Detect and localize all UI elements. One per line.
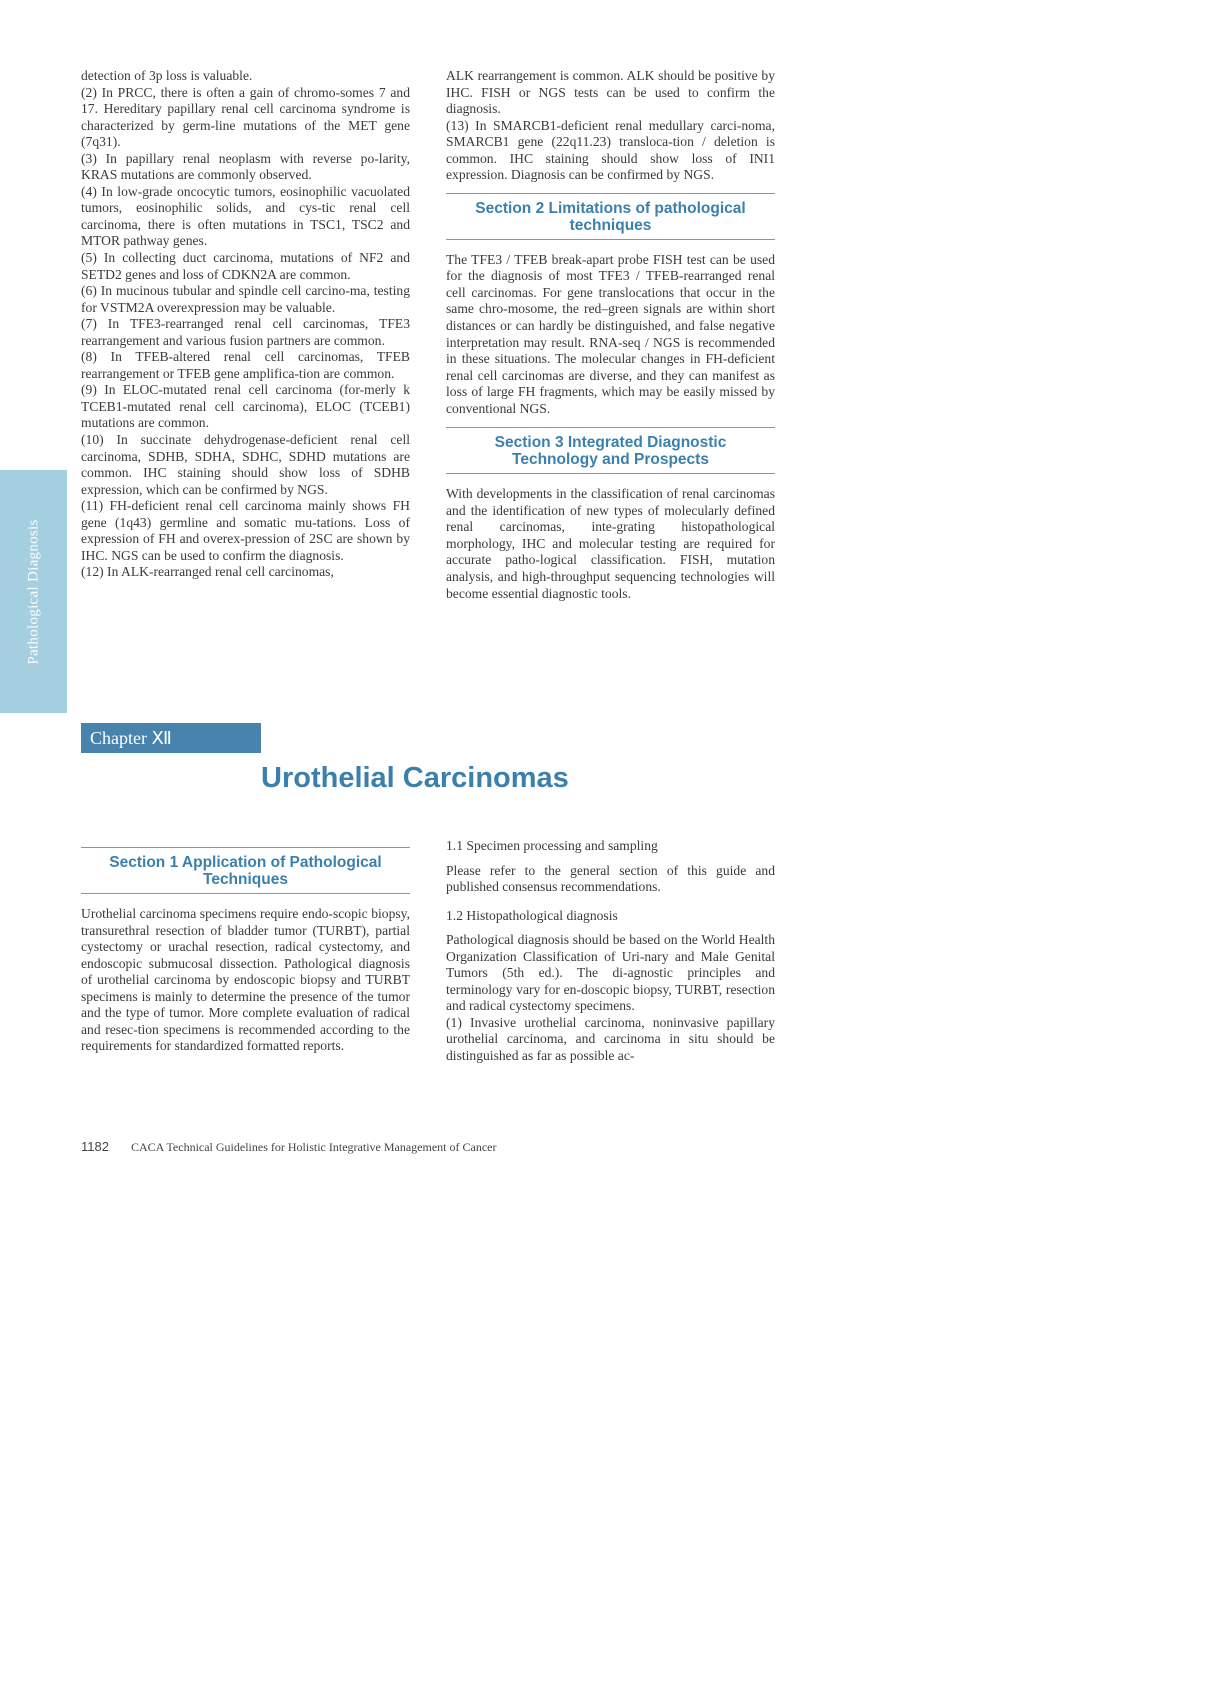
side-section-tab (0, 470, 67, 713)
section-3-body: With developments in the classification of renal carcinomas and the identification of new types of molecularly defined renal carcinomas, inte-grating histopathological morphology, IHC and molecular testing are required for accurate patho-logical classification. FISH, mutation analysis, and high-throughput sequencing technologies will become essential diagnostic tools. (446, 486, 775, 601)
page-number: 1182 (81, 1139, 109, 1154)
section-2-body: The TFE3 / TFEB break-apart probe FISH test can be used for the diagnosis of most TFE3 / TFEB-rearranged renal cell carcinomas. For gene translocations that occur in the same chro-mosome, the red–green signals are within short distances or can hardly be distinguished, and false negative interpretation may result. RNA-seq / NGS is recommended in these situations. The molecular changes in FH-deficient renal cell carcinomas are diverse, and they can manifest as loss of large FH fragments, which may be easily missed by conventional NGS. (446, 251, 775, 416)
top-right-column (446, 68, 775, 602)
paragraph: ALK rearrangement is common. ALK should be positive by IHC. FISH or NGS tests can be used to confirm the diagnosis. (446, 68, 775, 117)
chapter-title: Urothelial Carcinomas (261, 762, 569, 794)
section-1-heading-line1: Section 1 Application of Pathological (109, 854, 382, 871)
paragraph: (10) In succinate dehydrogenase-deficient renal cell carcinoma, SDHB, SDHA, SDHC, SDHD mutations are common. IHC staining should show loss of SDHB expression, which can be confirmed by NGS. (81, 432, 410, 497)
paragraph: (9) In ELOC-mutated renal cell carcinoma (for-merly k TCEB1-mutated renal cell carcinoma), ELOC (TCEB1) mutations are common. (81, 382, 410, 431)
paragraph: (7) In TFE3-rearranged renal cell carcinomas, TFE3 rearrangement and various fusion partners are common. (81, 316, 410, 348)
page-footer (81, 1139, 496, 1155)
section-2-heading-line2: techniques (569, 216, 652, 234)
subsection-1-1-title: 1.1 Specimen processing and sampling (446, 838, 658, 853)
chapter-badge: Chapter Ⅻ (81, 723, 261, 753)
paragraph: (13) In SMARCB1-deficient renal medullary carci-noma, SMARCB1 gene (22q11.23) transloca-tion / deletion is common. IHC staining should show loss of INI1 expression. Diagnosis can be confirmed by NGS. (446, 117, 775, 183)
running-title: CACA Technical Guidelines for Holistic Integrative Management of Cancer (130, 1140, 497, 1154)
paragraph: (5) In collecting duct carcinoma, mutations of NF2 and SETD2 genes and loss of CDKN2A are common. (81, 250, 410, 282)
paragraph: (6) In mucinous tubular and spindle cell carcino-ma, testing for VSTM2A overexpression may be valuable. (81, 283, 410, 315)
section-1-body: Urothelial carcinoma specimens require endo-scopic biopsy, transurethral resection of bladder tumor (TURBT), partial cystectomy or urachal resection, radical cystectomy, and endoscopic submucosal dissection. Pathological diagnosis of urothelial carcinoma by endoscopic biopsy and TURBT specimens is mainly to determine the presence of the tumor and the type of tumor. More complete evaluation of radical and resec-tion specimens is recommended according to the requirements for standardized formatted reports. (81, 906, 410, 1054)
section-1-heading (81, 847, 410, 894)
section-2-heading (446, 193, 775, 240)
subsection-1-1-body: Please refer to the general section of this guide and published consensus recommendations. (446, 862, 775, 895)
section-1-heading-line2: Techniques (203, 871, 288, 888)
paragraph: detection of 3p loss is valuable. (81, 68, 253, 83)
section-3-heading-line1: Section 3 Integrated Diagnostic (494, 434, 727, 452)
paragraph: (2) In PRCC, there is often a gain of chromo-somes 7 and 17. Hereditary papillary renal cell carcinoma syndrome is characterized by germ-line mutations of the MET gene (7q31). (81, 84, 410, 150)
section-3-heading-line2: Technology and Prospects (512, 451, 709, 469)
paragraph: (3) In papillary renal neoplasm with reverse po-larity, KRAS mutations are commonly observed. (81, 150, 410, 183)
side-tab-label: Pathological Diagnosis (25, 518, 41, 665)
section-3-heading (446, 427, 775, 474)
top-left-column (81, 68, 410, 581)
subsection-1-2-body: Pathological diagnosis should be based on the World Health Organization Classification of Uri-nary and Male Genital Tumors (5th ed.). The di-agnostic principles and terminology vary for en-doscopic biopsy, TURBT, resection and radical cystectomy specimens. (446, 932, 775, 1014)
paragraph: (12) In ALK-rearranged renal cell carcinomas, (81, 564, 334, 580)
paragraph: (8) In TFEB-altered renal cell carcinomas, TFEB rearrangement or TFEB gene amplifica-tion are common. (81, 349, 410, 381)
bottom-left-column (81, 847, 410, 1055)
paragraph: (11) FH-deficient renal cell carcinoma mainly shows FH gene (1q43) germline and somatic mu-tations. Loss of expression of FH and overex-pression of 2SC are shown by IHC. NGS can be used to confirm the diagnosis. (81, 498, 410, 563)
paragraph: (4) In low-grade oncocytic tumors, eosinophilic vacuolated tumors, eosinophilic solids, and cys-tic renal cell carcinoma, there is often mutations in TSC1, TSC2 and MTOR pathway genes. (81, 183, 410, 249)
bottom-right-column (446, 838, 775, 1065)
subsection-1-2-title: 1.2 Histopathological diagnosis (446, 907, 618, 923)
section-2-heading-line1: Section 2 Limitations of pathological (475, 199, 746, 217)
subsection-1-2-item-1: (1) Invasive urothelial carcinoma, noninvasive papillary urothelial carcinoma, and carcinoma in situ should be distinguished as far as possible ac- (446, 1014, 775, 1064)
